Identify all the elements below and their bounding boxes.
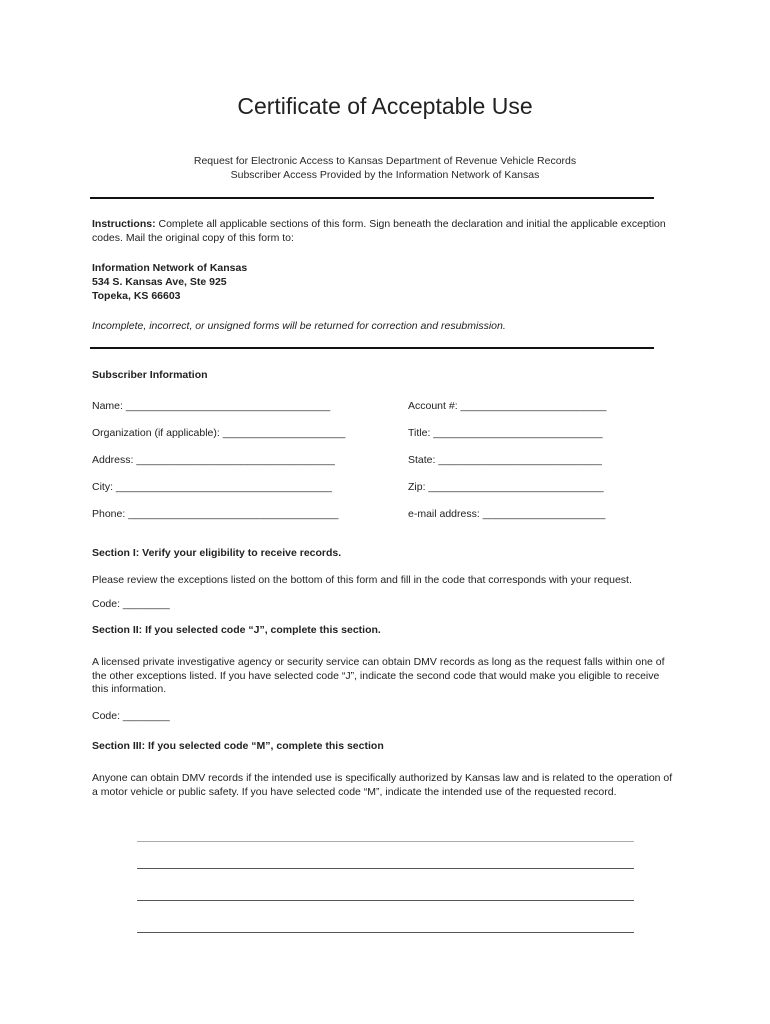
divider-top (90, 197, 654, 199)
section-2-heading: Section II: If you selected code “J”, complete this section. (92, 624, 381, 636)
section-1-heading: Section I: Verify your eligibility to receive records. (92, 547, 342, 559)
section-1-text: Please review the exceptions listed on the bottom of this form and fill in the code that corresponds with your request. (92, 574, 632, 586)
subtitle-request: Request for Electronic Access to Kansas Department of Revenue Vehicle Records (193, 155, 577, 167)
section-1-code-field[interactable]: Code: ________ (92, 598, 170, 610)
intended-use-line-3[interactable] (137, 900, 634, 901)
address-line-2: 534 S. Kansas Ave, Ste 925 (92, 276, 227, 288)
address-line-3: Topeka, KS 66603 (92, 290, 181, 302)
address-line-1: Information Network of Kansas (92, 262, 248, 274)
section-2-code-field[interactable]: Code: ________ (92, 710, 170, 722)
page-title: Certificate of Acceptable Use (237, 93, 533, 119)
zip-field[interactable]: Zip: ______________________________ (408, 481, 604, 493)
subtitle-access: Subscriber Access Provided by the Information Network of Kansas (230, 169, 540, 181)
intended-use-line-1[interactable] (137, 841, 634, 842)
section-2-text: A licensed private investigative agency or security service can obtain DMV records as long as the request falls within one of the other exceptions listed. If you have selected code “J”, indicate the second code that would make you eligible to receive this information. (92, 656, 665, 695)
phone-field[interactable]: Phone: ____________________________________ (92, 508, 339, 520)
warning-text: Incomplete, incorrect, or unsigned forms will be returned for correction and resubmission. (92, 320, 506, 332)
instructions-label: Instructions: (92, 218, 156, 230)
name-field[interactable]: Name: ___________________________________ (92, 400, 331, 412)
subscriber-heading: Subscriber Information (92, 369, 208, 381)
organization-field[interactable]: Organization (if applicable): _____________________ (92, 427, 346, 439)
instructions-paragraph (92, 218, 677, 245)
email-field[interactable]: e-mail address: _____________________ (408, 508, 606, 520)
instructions-text: Complete all applicable sections of this form. Sign beneath the declaration and initial the applicable exception codes. Mail the original copy of this form to: (92, 218, 666, 244)
account-field[interactable]: Account #: _________________________ (408, 400, 607, 412)
title-field[interactable]: Title: _____________________________ (408, 427, 603, 439)
city-field[interactable]: City: _____________________________________ (92, 481, 332, 493)
address-field[interactable]: Address: __________________________________ (92, 454, 335, 466)
section-3-heading: Section III: If you selected code “M”, complete this section (92, 740, 384, 752)
section-3-text: Anyone can obtain DMV records if the intended use is specifically authorized by Kansas law and is related to the operation of a motor vehicle or public safety. If you have selected code “M”, indicate the intended use of the requested record. (92, 772, 673, 798)
state-field[interactable]: State: ____________________________ (408, 454, 602, 466)
intended-use-line-4[interactable] (137, 932, 634, 933)
intended-use-line-2[interactable] (137, 868, 634, 869)
divider-middle (90, 347, 654, 349)
